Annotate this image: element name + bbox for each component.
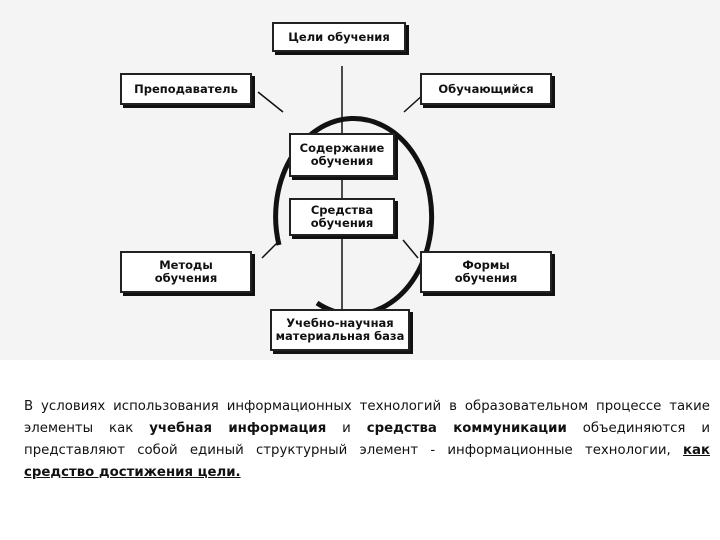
caption-text-1: В условиях использования информационных технологий в образовательном процессе такие элементы как: [24, 399, 710, 436]
content-box: Содержание обучения: [289, 133, 395, 177]
caption-text-3: объединяются и представляют собой единый структурный элемент - информационные технологии,: [24, 421, 710, 458]
teacher-box: Преподаватель: [120, 73, 252, 105]
means-box: Средства обучения: [289, 198, 395, 236]
tick-lower-left: [262, 240, 280, 258]
caption-text-2: и: [326, 421, 367, 436]
caption-paragraph: [24, 396, 710, 484]
student-box: Обучающийся: [420, 73, 552, 105]
caption-bold-2: средства коммуникации: [366, 421, 567, 436]
methods-box: Методы обучения: [120, 251, 252, 293]
tick-upper-left: [258, 92, 283, 112]
tick-lower-right: [403, 240, 418, 258]
forms-box: Формы обучения: [420, 251, 552, 293]
caption-underlined: как средство достижения цели.: [24, 443, 710, 480]
material-base-box: Учебно-научная материальная база: [270, 309, 410, 351]
goals-box: Цели обучения: [272, 22, 406, 52]
caption-bold-1: учебная информация: [149, 421, 327, 436]
